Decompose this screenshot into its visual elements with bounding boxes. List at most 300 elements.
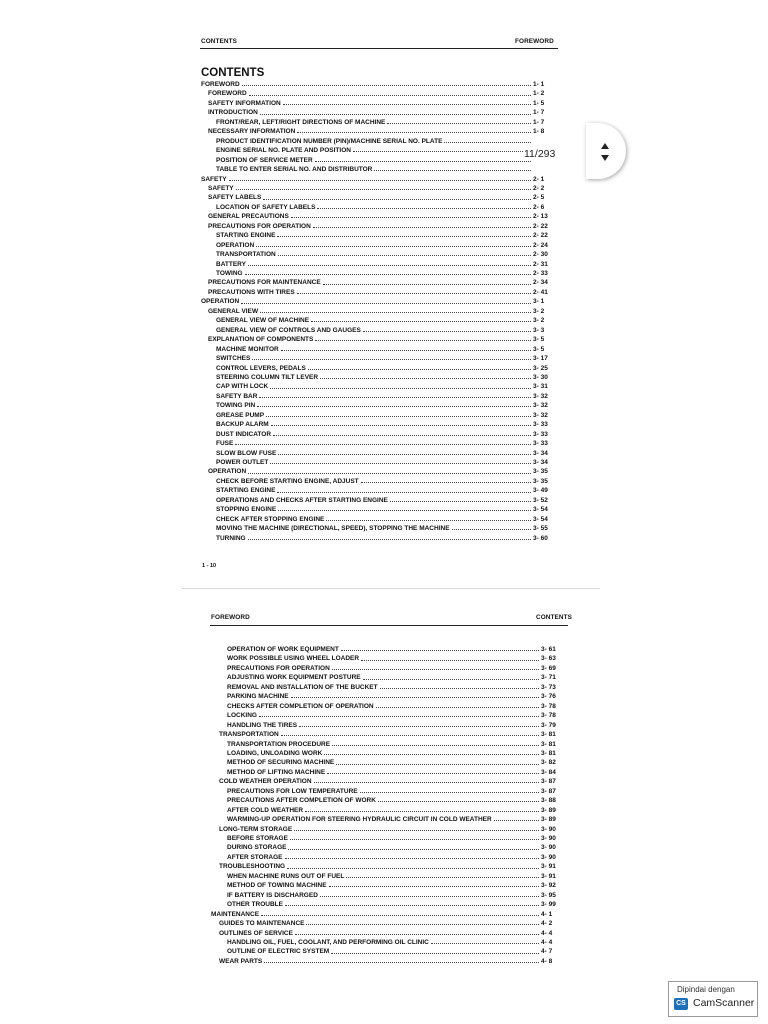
toc-leader-dots: [315, 161, 531, 162]
toc-leader-dots: [271, 425, 531, 426]
toc-entry-title: WARMING-UP OPERATION FOR STEERING HYDRAULIC CIRCUIT IN COLD WEATHER: [227, 816, 492, 824]
toc-entry-title: PRECAUTIONS FOR LOW TEMPERATURE: [227, 787, 358, 795]
toc-entry: [201, 411, 561, 420]
toc-entry-title: PRODUCT IDENTIFICATION NUMBER (PIN)/MACHINE SERIAL NO. PLATE: [216, 137, 443, 145]
document-page-2: [182, 588, 600, 969]
toc-leader-dots: [353, 151, 531, 152]
toc-entry-page: 3- 99: [541, 901, 556, 909]
toc-leader-dots: [341, 650, 539, 651]
toc-entry-page: 3- 90: [541, 825, 556, 833]
toc-entry-page: 2- 2: [533, 184, 545, 192]
toc-entry-title: FOREWORD: [208, 90, 247, 98]
toc-leader-dots: [308, 369, 531, 370]
toc-leader-dots: [361, 660, 539, 661]
toc-leader-dots: [285, 858, 540, 859]
toc-entry: [201, 326, 561, 335]
toc-entry-title: EXPLANATION OF COMPONENTS: [208, 336, 314, 344]
toc-entry-page: 3- 81: [541, 749, 556, 757]
toc-entry-title: STARTING ENGINE: [216, 232, 276, 240]
toc-entry: [201, 260, 561, 269]
toc-entry-title: OPERATION: [201, 298, 240, 306]
toc-entry: [201, 401, 561, 410]
toc-entry: [211, 683, 569, 692]
toc-entry: [201, 127, 561, 136]
toc-entry-title: STEERING COLUMN TILT LEVER: [216, 373, 319, 381]
toc-entry-title: SWITCHES: [216, 355, 251, 363]
toc-entry: [211, 806, 569, 815]
toc-leader-dots: [361, 482, 531, 483]
toc-entry-title: HANDLING THE TIRES: [227, 721, 298, 729]
toc-entry: [201, 193, 561, 202]
toc-entry-page: 2- 6: [533, 203, 545, 211]
toc-leader-dots: [266, 416, 531, 417]
toc-entry: [201, 316, 561, 325]
toc-entry: [211, 938, 569, 947]
toc-leader-dots: [245, 274, 531, 275]
toc-leader-dots: [291, 697, 539, 698]
toc-leader-dots: [260, 114, 531, 115]
toc-leader-dots: [229, 180, 531, 181]
toc-entry: [211, 740, 569, 749]
toc-entry: [211, 673, 569, 682]
toc-entry: [211, 862, 569, 871]
toc-entry-page: 3- 90: [541, 844, 556, 852]
toc-entry: [211, 654, 569, 663]
toc-entry: [211, 872, 569, 881]
toc-entry-page: 3- 90: [541, 853, 556, 861]
toc-entry-title: METHOD OF LIFTING MACHINE: [227, 768, 326, 776]
toc-entry-title: CONTROL LEVERS, PEDALS: [216, 364, 306, 372]
toc-entry: [211, 853, 569, 862]
toc-entry: [201, 420, 561, 429]
toc-leader-dots: [324, 754, 539, 755]
toc-entry-page: 3- 69: [541, 664, 556, 672]
toc-entry-title: INTRODUCTION: [208, 109, 258, 117]
toc-leader-dots: [259, 716, 539, 717]
toc-entry-page: 3- 61: [541, 646, 556, 653]
toc-entry-page: 3- 79: [541, 721, 556, 729]
toc-entry: [211, 843, 569, 852]
toc-entry-title: MAINTENANCE: [211, 910, 260, 918]
toc-entry-title: PRECAUTIONS FOR OPERATION: [208, 222, 311, 230]
toc-entry: [201, 496, 561, 505]
toc-entry-title: AFTER COLD WEATHER: [227, 806, 304, 814]
toc-leader-dots: [287, 868, 539, 869]
toc-entry-title: OPERATIONS AND CHECKS AFTER STARTING ENGINE: [216, 496, 388, 504]
toc-entry-page: 3- 84: [541, 768, 556, 776]
toc-entry: [201, 250, 561, 259]
toc-entry-title: LOCKING: [227, 712, 257, 720]
toc-entry-title: CHECK BEFORE STARTING ENGINE, ADJUST: [216, 477, 359, 485]
toc-entry: [201, 524, 561, 533]
toc-entry-title: OUTLINE OF ELECTRIC SYSTEM: [227, 948, 330, 956]
page-header-left: CONTENTS: [201, 38, 237, 45]
toc-entry-title: WORK POSSIBLE USING WHEEL LOADER: [227, 655, 360, 663]
toc-entry-page: 3- 34: [533, 449, 548, 457]
toc-leader-dots: [378, 801, 539, 802]
toc-entry-page: 2- 22: [533, 232, 548, 240]
toc-entry-page: 4- 1: [541, 910, 553, 918]
toc-entry-page: 3- 82: [541, 759, 556, 767]
toc-leader-dots: [285, 905, 539, 906]
page-header-right: FOREWORD: [515, 38, 554, 45]
toc-entry-title: METHOD OF SECURING MACHINE: [227, 759, 335, 767]
toc-leader-dots: [305, 811, 539, 812]
toc-entry-page: 3- 2: [533, 317, 545, 325]
page-footer-number: 1 - 10: [202, 563, 217, 569]
toc-entry-page: 3- 17: [533, 355, 548, 363]
toc-entry-title: LONG-TERM STORAGE: [219, 825, 293, 833]
toc-entry-page: 3- 33: [533, 430, 548, 438]
toc-entry-page: 2- 34: [533, 279, 548, 287]
toc-entry-title: TROUBLESHOOTING: [219, 863, 286, 871]
toc-entry: [201, 184, 561, 193]
toc-entry-title: HANDLING OIL, FUEL, COOLANT, AND PERFORMING OIL CLINIC: [227, 938, 429, 946]
toc-leader-dots: [387, 123, 531, 124]
toc-leader-dots: [346, 877, 539, 878]
toc-entry-title: SAFETY INFORMATION: [208, 99, 281, 107]
toc-entry-page: 3- 32: [533, 392, 548, 400]
toc-leader-dots: [248, 265, 531, 266]
toc-entry-page: 1- 7: [533, 109, 545, 117]
toc-entry: [211, 929, 569, 938]
toc-entry-title: FUSE: [216, 440, 234, 448]
toc-entry: [201, 165, 561, 174]
toc-entry: [201, 477, 561, 486]
toc-leader-dots: [360, 792, 539, 793]
toc-leader-dots: [317, 208, 531, 209]
toc-entry: [211, 749, 569, 758]
toc-entry-title: MOVING THE MACHINE (DIRECTIONAL, SPEED), STOPPING THE MACHINE: [216, 525, 450, 533]
toc-entry-title: STOPPING ENGINE: [216, 506, 277, 514]
toc-entry: [211, 711, 569, 720]
toc-entry-title: OTHER TROUBLE: [227, 901, 283, 909]
toc-entry: [201, 354, 561, 363]
toc-entry-page: 3- 31: [533, 383, 548, 391]
toc-entry: [201, 89, 561, 98]
toc-entry-title: TOWING PIN: [216, 402, 256, 410]
toc-entry: [201, 335, 561, 344]
toc-entry: [201, 373, 561, 382]
toc-entry-title: OUTLINES OF SERVICE: [219, 929, 293, 937]
toc-entry-page: 2- 5: [533, 194, 545, 202]
toc-entry-page: 4- 2: [541, 920, 553, 928]
toc-leader-dots: [235, 444, 531, 445]
toc-title: CONTENTS: [201, 67, 265, 79]
toc-leader-dots: [290, 839, 539, 840]
toc-leader-dots: [260, 312, 531, 313]
toc-entry-title: MACHINE MONITOR: [216, 345, 279, 353]
toc-entry-page: 3- 54: [533, 506, 548, 514]
toc-entry-page: 3- 89: [541, 816, 556, 824]
toc-entry-title: PRECAUTIONS AFTER COMPLETION OF WORK: [227, 797, 376, 805]
toc-entry-title: DUST INDICATOR: [216, 430, 272, 438]
toc-entry-title: GREASE PUMP: [216, 411, 265, 419]
toc-entry-page: 3- 81: [541, 740, 556, 748]
toc-entry: [201, 146, 561, 155]
toc-entry-title: BACKUP ALARM: [216, 421, 269, 429]
toc-entry-title: FOREWORD: [201, 81, 240, 88]
toc-entry: [211, 957, 569, 966]
toc-leader-dots: [444, 142, 531, 143]
toc-leader-dots: [263, 199, 531, 200]
toc-leader-dots: [336, 764, 539, 765]
toc-entry: [201, 458, 561, 467]
toc-entry-page: 3- 90: [541, 835, 556, 842]
toc-leader-dots: [270, 388, 531, 389]
toc-entry-page: 3- 92: [541, 882, 556, 890]
toc-entry: [201, 288, 561, 297]
toc-entry-title: CAP WITH LOCK: [216, 383, 269, 391]
toc-leader-dots: [311, 321, 531, 322]
camscanner-watermark: [668, 981, 758, 1017]
toc-leader-dots: [295, 934, 539, 935]
toc-leader-dots: [281, 735, 539, 736]
toc-entry: [201, 515, 561, 524]
toc-leader-dots: [288, 849, 539, 850]
toc-entry: [211, 796, 569, 805]
toc-entry: [201, 449, 561, 458]
toc-leader-dots: [332, 669, 539, 670]
toc-leader-dots: [452, 529, 531, 530]
toc-entry-title: PRECAUTIONS FOR OPERATION: [227, 664, 330, 672]
toc-entry-page: 3- 91: [541, 872, 556, 880]
toc-entry: [201, 364, 561, 373]
toc-entry: [201, 203, 561, 212]
toc-leader-dots: [241, 303, 531, 304]
toc-entry: [211, 692, 569, 701]
toc-entry: [211, 768, 569, 777]
toc-entry: [201, 269, 561, 278]
toc-leader-dots: [283, 104, 531, 105]
toc-leader-dots: [332, 745, 539, 746]
toc-entry-page: 1- 5: [533, 99, 545, 107]
toc-leader-dots: [363, 679, 539, 680]
page-scroll-handle[interactable]: [586, 123, 626, 179]
toc-entry: [201, 486, 561, 495]
toc-leader-dots: [323, 284, 531, 285]
toc-entry-page: 2- 24: [533, 241, 548, 249]
toc-entry-title: STARTING ENGINE: [216, 487, 276, 495]
page-header-left: FOREWORD: [211, 614, 250, 621]
camscanner-icon: CS: [674, 998, 688, 1010]
toc-leader-dots: [363, 331, 531, 332]
toc-entry-page: 2- 33: [533, 270, 548, 277]
toc-entry-page: 3- 34: [533, 459, 548, 466]
toc-entry-page: 4- 4: [541, 929, 553, 937]
toc-entry-title: TOWING: [216, 270, 243, 277]
toc-entry-page: 3- 49: [533, 487, 548, 495]
toc-entry-page: 3- 30: [533, 373, 548, 381]
toc-entry-page: 3- 78: [541, 712, 556, 720]
toc-entry-title: ADJUSTING WORK EQUIPMENT POSTURE: [227, 674, 361, 682]
toc-leader-dots: [273, 435, 531, 436]
toc-leader-dots: [242, 85, 531, 86]
toc-entry: [201, 307, 561, 316]
toc-leader-dots: [494, 820, 539, 821]
toc-entry: [201, 222, 561, 231]
toc-entry-page: 3- 76: [541, 693, 556, 701]
toc-entry-title: POSITION OF SERVICE METER: [216, 156, 313, 164]
toc-entry-title: OPERATION: [216, 241, 255, 249]
toc-entry-page: 3- 5: [533, 345, 545, 353]
toc-entry-page: 3- 88: [541, 797, 556, 805]
toc-leader-dots: [326, 520, 531, 521]
toc-entry-page: 1- 8: [533, 128, 545, 136]
toc-entry-title: WEAR PARTS: [219, 957, 263, 965]
toc-entry-page: 3- 3: [533, 326, 545, 334]
toc-leader-dots: [256, 246, 531, 247]
toc-entry: [201, 231, 561, 240]
toc-leader-dots: [376, 707, 539, 708]
toc-entry-page: 3- 35: [533, 477, 548, 485]
toc-entry-page: 1- 1: [533, 81, 545, 88]
toc-entry: [211, 758, 569, 767]
toc-entry-title: METHOD OF TOWING MACHINE: [227, 882, 327, 890]
toc-entry-title: TURNING: [216, 534, 246, 542]
toc-entry-page: 3- 1: [533, 298, 545, 306]
toc-entry-page: 3- 54: [533, 515, 548, 523]
toc-entry: [211, 825, 569, 834]
header-rule: [210, 625, 568, 626]
toc-entry: [211, 815, 569, 824]
toc-entry: [201, 430, 561, 439]
toc-entry: [211, 900, 569, 909]
toc-entry-title: ENGINE SERIAL NO. PLATE AND POSITION: [216, 147, 351, 155]
toc-entry-page: 3- 91: [541, 863, 556, 871]
toc-leader-dots: [291, 217, 531, 218]
toc-leader-dots: [374, 170, 531, 171]
toc-entry-page: 3- 63: [541, 655, 556, 663]
toc-entry-page: 3- 89: [541, 806, 556, 814]
toc-leader-dots: [278, 454, 531, 455]
toc-entry: [201, 467, 561, 476]
toc-entry-page: 4- 4: [541, 938, 553, 946]
toc-entry-title: PARKING MACHINE: [227, 693, 289, 701]
toc-entry-page: 3- 5: [533, 336, 545, 344]
toc-entry-title: FRONT/REAR, LEFT/RIGHT DIRECTIONS OF MACHINE: [216, 118, 386, 126]
toc-entry-page: 3- 32: [533, 411, 548, 419]
toc-entry-page: 3- 52: [533, 496, 548, 504]
toc-leader-dots: [327, 773, 539, 774]
toc-entry-title: SAFETY LABELS: [208, 194, 262, 202]
toc-entry: [211, 721, 569, 730]
toc-entry-page: 3- 55: [533, 525, 548, 533]
toc-leader-dots: [294, 830, 539, 831]
toc-entry-page: 3- 95: [541, 891, 556, 899]
toc-entry-title: SAFETY: [201, 175, 227, 183]
toc-leader-dots: [277, 492, 531, 493]
toc-entry-page: 3- 73: [541, 683, 556, 691]
watermark-line-2: CamScanner: [693, 997, 755, 1009]
toc-entry: [211, 919, 569, 928]
toc-entry: [211, 834, 569, 843]
toc-entry-page: 2- 41: [533, 288, 548, 296]
toc-entry-page: 3- 25: [533, 364, 548, 372]
toc-entry: [211, 787, 569, 796]
toc-entry-title: COLD WEATHER OPERATION: [219, 778, 312, 786]
toc-entry-title: GENERAL VIEW: [208, 307, 259, 315]
toc-leader-dots: [297, 293, 531, 294]
toc-entry: [201, 241, 561, 250]
toc-entry-page: 2- 1: [533, 175, 545, 183]
toc-leader-dots: [306, 924, 539, 925]
toc-leader-dots: [236, 189, 531, 190]
toc-leader-dots: [314, 782, 539, 783]
toc-entry-page: 4- 8: [541, 957, 553, 965]
toc-leader-dots: [320, 896, 539, 897]
toc-leader-dots: [249, 95, 531, 96]
toc-leader-dots: [313, 227, 531, 228]
toc-entry-page: 3- 60: [533, 534, 548, 542]
toc-entry: [201, 505, 561, 514]
toc-entry: [201, 99, 561, 108]
toc-entry: [201, 392, 561, 401]
toc-leader-dots: [329, 886, 539, 887]
toc-entry-title: GENERAL PRECAUTIONS: [208, 213, 289, 221]
toc-entry: [201, 108, 561, 117]
toc-leader-dots: [277, 236, 531, 237]
toc-leader-dots: [315, 340, 531, 341]
toc-entry-page: 2- 30: [533, 251, 548, 259]
header-rule: [200, 48, 558, 49]
toc-entry-page: 3- 33: [533, 440, 548, 448]
toc-leader-dots: [278, 510, 531, 511]
toc-leader-dots: [278, 255, 531, 256]
toc-entry: [201, 382, 561, 391]
toc-leader-dots: [320, 378, 531, 379]
toc-entry: [201, 175, 561, 184]
toc-leader-dots: [297, 132, 531, 133]
toc-entry-page: 3- 87: [541, 787, 556, 795]
toc-entry: [211, 891, 569, 900]
toc-entry-title: CHECKS AFTER COMPLETION OF OPERATION: [227, 702, 374, 710]
toc-entry-title: TABLE TO ENTER SERIAL NO. AND DISTRIBUTOR: [216, 166, 373, 174]
toc-leader-dots: [380, 688, 539, 689]
toc-entry-page: 3- 33: [533, 421, 548, 429]
toc-entry-title: TRANSPORTATION: [219, 731, 279, 739]
document-page-1: [178, 0, 598, 582]
toc-entry-title: BEFORE STORAGE: [227, 835, 288, 842]
toc-entry-page: 1- 2: [533, 90, 545, 98]
toc-entry-page: 1- 7: [533, 118, 545, 126]
toc-entry-page: 3- 32: [533, 402, 548, 410]
toc-entry-title: IF BATTERY IS DISCHARGED: [227, 891, 318, 899]
toc-entry-title: GENERAL VIEW OF MACHINE: [216, 317, 310, 325]
toc-entry-page: 3- 78: [541, 702, 556, 710]
toc-entry-title: GENERAL VIEW OF CONTROLS AND GAUGES: [216, 326, 361, 334]
toc-leader-dots: [252, 359, 531, 360]
toc-leader-dots: [390, 501, 531, 502]
toc-entry: [211, 730, 569, 739]
toc-entry-title: OPERATION OF WORK EQUIPMENT: [227, 646, 339, 653]
toc-leader-dots: [264, 962, 539, 963]
toc-entry-title: REMOVAL AND INSTALLATION OF THE BUCKET: [227, 683, 378, 691]
toc-entry-page: 2- 22: [533, 222, 548, 230]
toc-leader-dots: [299, 726, 539, 727]
toc-leader-dots: [261, 915, 539, 916]
toc-entry: [201, 118, 561, 127]
page-header-right: CONTENTS: [536, 614, 572, 621]
toc-leader-dots: [281, 350, 531, 351]
toc-entry-title: PRECAUTIONS WITH TIRES: [208, 288, 295, 296]
toc-entry-title: LOADING, UNLOADING WORK: [227, 749, 323, 757]
toc-entry-title: AFTER STORAGE: [227, 853, 283, 861]
toc-entry: [201, 439, 561, 448]
watermark-line-1: Dipindai dengan: [677, 985, 735, 994]
toc-entry-page: 3- 87: [541, 778, 556, 786]
toc-entry: [211, 947, 569, 956]
